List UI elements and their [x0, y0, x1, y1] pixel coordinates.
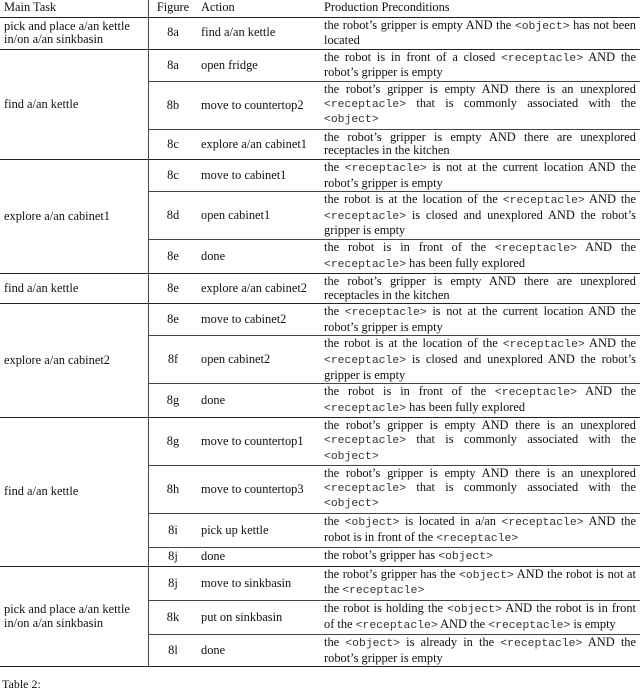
main-task-cell: explore a/an cabinet1 [0, 159, 149, 273]
precondition-cell: the <object> is located in a/an <receptacle> AND the robot is in front of the <receptacle> [320, 514, 640, 548]
figure-cell: 8l [149, 635, 198, 667]
precondition-cell: the robot is holding the <object> AND the robot is in front of the <receptacle> AND the <receptacle> is empty [320, 600, 640, 634]
precondition-cell: the <receptacle> is not at the current location AND the robot’s gripper is empty [320, 304, 640, 336]
table-row [0, 159, 640, 191]
figure-cell: 8i [149, 514, 198, 548]
action-cell: done [197, 635, 320, 667]
table-row [0, 49, 640, 81]
action-cell: pick up kettle [197, 514, 320, 548]
precondition-cell: the robot is at the location of the <receptacle> AND the <receptacle> is closed and unexplored AND the robot’s gripper is empty [320, 336, 640, 384]
precondition-cell: the robot’s gripper has <object> [320, 548, 640, 567]
table-row [0, 17, 640, 49]
figure-cell: 8a [149, 17, 198, 49]
header-row [0, 0, 640, 17]
precondition-cell: the robot’s gripper is empty AND there is an unexplored <receptacle> that is commonly associated with the <object> [320, 81, 640, 129]
header-main-task: Main Task [0, 0, 149, 17]
action-cell: explore a/an cabinet1 [197, 129, 320, 159]
main-task-cell: explore a/an cabinet2 [0, 304, 149, 418]
precondition-cell: the robot is in front of the <receptacle> AND the <receptacle> has been fully explored [320, 239, 640, 273]
figure-cell: 8j [149, 566, 198, 600]
figure-cell: 8c [149, 129, 198, 159]
figure-cell: 8a [149, 49, 198, 81]
action-cell: open fridge [197, 49, 320, 81]
figure-cell: 8c [149, 159, 198, 191]
precondition-cell: the <receptacle> is not at the current location AND the robot’s gripper is empty [320, 159, 640, 191]
precondition-cell: the robot’s gripper is empty AND there are unexplored receptacles in the kitchen [320, 129, 640, 159]
action-cell: put on sinkbasin [197, 600, 320, 634]
action-cell: move to countertop1 [197, 418, 320, 466]
main-task-cell: find a/an kettle [0, 418, 149, 566]
table-caption: Table 2: [2, 677, 41, 692]
figure-cell: 8k [149, 600, 198, 634]
figure-cell: 8g [149, 418, 198, 466]
action-cell: move to cabinet2 [197, 304, 320, 336]
action-cell: open cabinet2 [197, 336, 320, 384]
action-cell: find a/an kettle [197, 17, 320, 49]
action-cell: open cabinet1 [197, 192, 320, 240]
precondition-cell: the robot is at the location of the <receptacle> AND the <receptacle> is closed and unexplored AND the robot’s gripper is empty [320, 192, 640, 240]
action-cell: explore a/an cabinet2 [197, 274, 320, 304]
action-cell: done [197, 548, 320, 567]
figure-cell: 8b [149, 81, 198, 129]
figure-cell: 8j [149, 548, 198, 567]
main-task-cell: find a/an kettle [0, 49, 149, 159]
figure-cell: 8g [149, 384, 198, 418]
figure-cell: 8e [149, 239, 198, 273]
figure-cell: 8f [149, 336, 198, 384]
table-row [0, 304, 640, 336]
precondition-cell: the robot’s gripper has the <object> AND the robot is not at the <receptacle> [320, 566, 640, 600]
header-action: Action [197, 0, 320, 17]
main-task-cell: find a/an kettle [0, 274, 149, 304]
action-cell: move to countertop2 [197, 81, 320, 129]
action-cell: move to sinkbasin [197, 566, 320, 600]
precondition-cell: the <object> is already in the <receptacle> AND the robot’s gripper is empty [320, 635, 640, 667]
figure-cell: 8d [149, 192, 198, 240]
precondition-cell: the robot is in front of the <receptacle> AND the <receptacle> has been fully explored [320, 384, 640, 418]
main-task-cell: pick and place a/an kettle in/on a/an sinkbasin [0, 566, 149, 667]
header-figure: Figure [149, 0, 198, 17]
header-preconditions: Production Preconditions [320, 0, 640, 17]
precondition-cell: the robot’s gripper is empty AND there is an unexplored <receptacle> that is commonly associated with the <object> [320, 418, 640, 466]
table-row [0, 274, 640, 304]
figure-cell: 8e [149, 274, 198, 304]
table-row [0, 566, 640, 600]
precondition-cell: the robot’s gripper is empty AND there are unexplored receptacles in the kitchen [320, 274, 640, 304]
action-cell: done [197, 384, 320, 418]
action-cell: move to cabinet1 [197, 159, 320, 191]
figure-cell: 8e [149, 304, 198, 336]
precondition-cell: the robot’s gripper is empty AND there is an unexplored <receptacle> that is commonly associated with the <object> [320, 466, 640, 514]
action-cell: done [197, 239, 320, 273]
action-cell: move to countertop3 [197, 466, 320, 514]
table-row [0, 418, 640, 466]
precondition-cell: the robot is in front of a closed <receptacle> AND the robot’s gripper is empty [320, 49, 640, 81]
figure-cell: 8h [149, 466, 198, 514]
precondition-cell: the robot’s gripper is empty AND the <object> has not been located [320, 17, 640, 49]
main-task-cell: pick and place a/an kettle in/on a/an sinkbasin [0, 17, 149, 49]
